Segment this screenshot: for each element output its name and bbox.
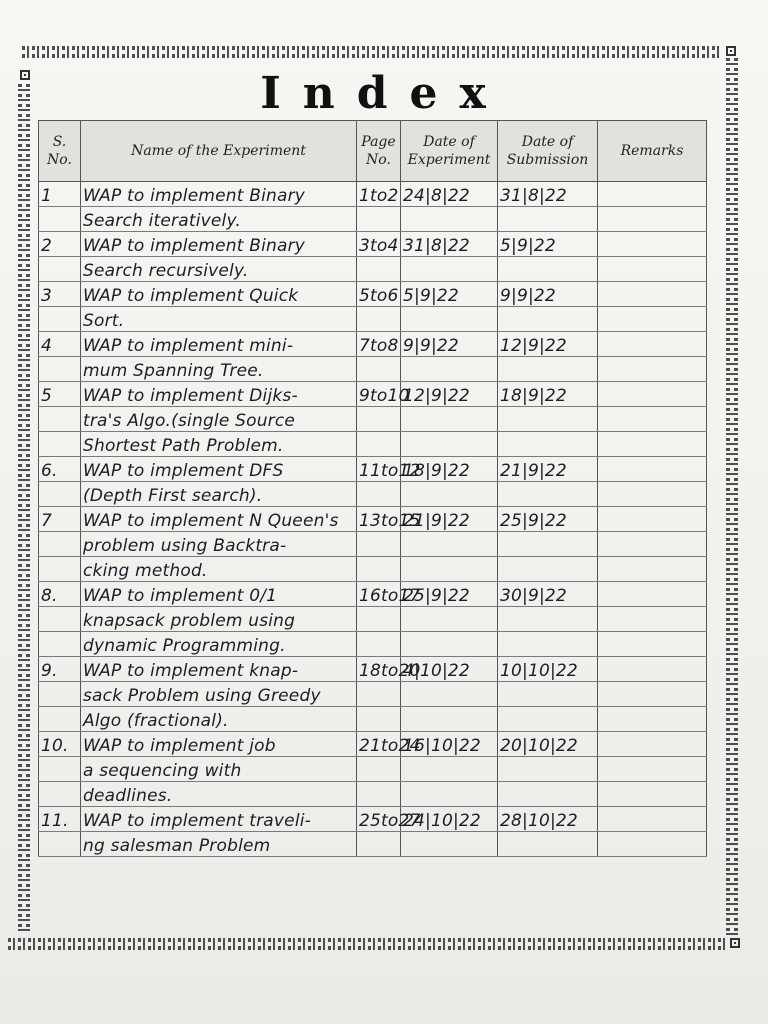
cell-experiment-name: WAP to implement Binary [81, 182, 357, 207]
cell-sno [39, 482, 81, 507]
cell-date-of-submission: 30|9|22 [498, 582, 598, 607]
table-row [39, 182, 707, 207]
cell-date-of-submission [498, 432, 598, 457]
cell-experiment-name: WAP to implement Dijks- [81, 382, 357, 407]
cell-experiment-name: dynamic Programming. [81, 632, 357, 657]
cell-date-of-experiment [401, 532, 498, 557]
cell-date-of-submission [498, 632, 598, 657]
index-table [38, 120, 707, 857]
cell-page-no [357, 832, 401, 857]
cell-date-of-submission: 31|8|22 [498, 182, 598, 207]
table-row [39, 807, 707, 832]
cell-page-no [357, 682, 401, 707]
corner-ornament-icon [730, 938, 740, 948]
cell-remarks [598, 832, 707, 857]
cell-page-no [357, 607, 401, 632]
table-row [39, 832, 707, 857]
cell-experiment-name: Shortest Path Problem. [81, 432, 357, 457]
cell-sno: 7 [39, 507, 81, 532]
cell-remarks [598, 482, 707, 507]
cell-experiment-name: WAP to implement job [81, 732, 357, 757]
cell-date-of-submission: 21|9|22 [498, 457, 598, 482]
cell-remarks [598, 782, 707, 807]
cell-experiment-name: knapsack problem using [81, 607, 357, 632]
table-row [39, 207, 707, 232]
table-row [39, 432, 707, 457]
table-row [39, 507, 707, 532]
cell-page-no: 9to10 [357, 382, 401, 407]
cell-date-of-submission [498, 832, 598, 857]
cell-remarks [598, 682, 707, 707]
cell-date-of-experiment: 25|9|22 [401, 582, 498, 607]
cell-date-of-experiment: 5|9|22 [401, 282, 498, 307]
cell-page-no [357, 557, 401, 582]
table-row [39, 382, 707, 407]
cell-page-no: 16to17 [357, 582, 401, 607]
cell-date-of-experiment: 24|10|22 [401, 807, 498, 832]
table-row [39, 632, 707, 657]
cell-date-of-experiment [401, 307, 498, 332]
table-row [39, 407, 707, 432]
table-row [39, 682, 707, 707]
cell-sno: 5 [39, 382, 81, 407]
cell-page-no [357, 307, 401, 332]
cell-remarks [598, 307, 707, 332]
cell-sno [39, 357, 81, 382]
cell-date-of-experiment: 21|9|22 [401, 507, 498, 532]
cell-sno [39, 632, 81, 657]
cell-experiment-name: a sequencing with [81, 757, 357, 782]
cell-sno [39, 407, 81, 432]
header-page-no: Page No. [357, 121, 401, 182]
cell-experiment-name: cking method. [81, 557, 357, 582]
cell-page-no: 25to27 [357, 807, 401, 832]
cell-date-of-submission [498, 757, 598, 782]
cell-date-of-submission: 5|9|22 [498, 232, 598, 257]
table-row [39, 607, 707, 632]
cell-date-of-experiment [401, 632, 498, 657]
table-row [39, 782, 707, 807]
cell-experiment-name: Algo (fractional). [81, 707, 357, 732]
cell-experiment-name: WAP to implement N Queen's [81, 507, 357, 532]
cell-remarks [598, 432, 707, 457]
cell-remarks [598, 707, 707, 732]
cell-page-no [357, 357, 401, 382]
cell-date-of-submission [498, 407, 598, 432]
header-date-of-experiment: Date of Experiment [401, 121, 498, 182]
cell-experiment-name: WAP to implement 0/1 [81, 582, 357, 607]
cell-date-of-experiment [401, 782, 498, 807]
cell-date-of-experiment: 4|10|22 [401, 657, 498, 682]
corner-ornament-icon [726, 46, 736, 56]
cell-date-of-experiment: 24|8|22 [401, 182, 498, 207]
cell-remarks [598, 532, 707, 557]
cell-remarks [598, 582, 707, 607]
cell-date-of-submission: 18|9|22 [498, 382, 598, 407]
header-sno: S. No. [39, 121, 81, 182]
cell-date-of-experiment [401, 207, 498, 232]
cell-date-of-experiment [401, 432, 498, 457]
cell-sno [39, 532, 81, 557]
cell-remarks [598, 607, 707, 632]
cell-remarks [598, 407, 707, 432]
cell-remarks [598, 357, 707, 382]
cell-page-no [357, 482, 401, 507]
table-row [39, 707, 707, 732]
cell-page-no [357, 407, 401, 432]
cell-date-of-submission [498, 357, 598, 382]
cell-experiment-name: problem using Backtra- [81, 532, 357, 557]
cell-date-of-submission: 9|9|22 [498, 282, 598, 307]
cell-sno: 10. [39, 732, 81, 757]
cell-page-no: 18to20 [357, 657, 401, 682]
index-table-body [39, 182, 707, 857]
cell-sno [39, 257, 81, 282]
cell-date-of-submission [498, 482, 598, 507]
cell-date-of-experiment [401, 757, 498, 782]
cell-experiment-name: ng salesman Problem [81, 832, 357, 857]
table-row [39, 482, 707, 507]
header-experiment-name: Name of the Experiment [81, 121, 357, 182]
cell-date-of-experiment [401, 682, 498, 707]
cell-date-of-experiment [401, 557, 498, 582]
cell-page-no [357, 257, 401, 282]
cell-experiment-name: Search iteratively. [81, 207, 357, 232]
cell-remarks [598, 807, 707, 832]
cell-remarks [598, 282, 707, 307]
table-row [39, 257, 707, 282]
cell-date-of-submission: 28|10|22 [498, 807, 598, 832]
table-row [39, 357, 707, 382]
cell-sno: 8. [39, 582, 81, 607]
cell-sno [39, 432, 81, 457]
decorative-border-right [726, 58, 738, 938]
cell-date-of-submission: 10|10|22 [498, 657, 598, 682]
cell-sno [39, 782, 81, 807]
cell-experiment-name: mum Spanning Tree. [81, 357, 357, 382]
cell-experiment-name: WAP to implement Binary [81, 232, 357, 257]
cell-sno: 3 [39, 282, 81, 307]
cell-page-no [357, 757, 401, 782]
cell-sno [39, 707, 81, 732]
table-row [39, 657, 707, 682]
cell-sno: 11. [39, 807, 81, 832]
table-row [39, 582, 707, 607]
cell-date-of-experiment: 12|9|22 [401, 382, 498, 407]
table-row [39, 307, 707, 332]
cell-date-of-submission [498, 707, 598, 732]
cell-date-of-submission [498, 682, 598, 707]
cell-page-no [357, 632, 401, 657]
cell-remarks [598, 232, 707, 257]
decorative-border-left [18, 84, 30, 934]
cell-experiment-name: WAP to implement knap- [81, 657, 357, 682]
cell-page-no: 1to2 [357, 182, 401, 207]
cell-date-of-experiment [401, 257, 498, 282]
table-row [39, 282, 707, 307]
table-row [39, 557, 707, 582]
cell-date-of-submission: 20|10|22 [498, 732, 598, 757]
cell-date-of-experiment: 9|9|22 [401, 332, 498, 357]
cell-date-of-submission [498, 557, 598, 582]
table-row [39, 532, 707, 557]
table-row [39, 732, 707, 757]
cell-remarks [598, 657, 707, 682]
cell-sno: 6. [39, 457, 81, 482]
cell-sno [39, 832, 81, 857]
cell-date-of-submission [498, 782, 598, 807]
cell-page-no: 21to24 [357, 732, 401, 757]
cell-date-of-experiment: 31|8|22 [401, 232, 498, 257]
table-row [39, 332, 707, 357]
cell-date-of-experiment [401, 707, 498, 732]
cell-remarks [598, 757, 707, 782]
cell-date-of-submission [498, 257, 598, 282]
cell-page-no: 3to4 [357, 232, 401, 257]
cell-date-of-submission: 25|9|22 [498, 507, 598, 532]
table-header-row [39, 121, 707, 182]
cell-experiment-name: WAP to implement traveli- [81, 807, 357, 832]
cell-experiment-name: Search recursively. [81, 257, 357, 282]
cell-remarks [598, 507, 707, 532]
cell-remarks [598, 457, 707, 482]
cell-date-of-experiment: 16|10|22 [401, 732, 498, 757]
cell-experiment-name: Sort. [81, 307, 357, 332]
table-row [39, 232, 707, 257]
cell-page-no [357, 432, 401, 457]
cell-sno [39, 207, 81, 232]
cell-page-no: 5to6 [357, 282, 401, 307]
cell-page-no [357, 782, 401, 807]
cell-experiment-name: (Depth First search). [81, 482, 357, 507]
cell-sno: 2 [39, 232, 81, 257]
cell-remarks [598, 182, 707, 207]
cell-date-of-submission [498, 207, 598, 232]
cell-date-of-submission [498, 607, 598, 632]
cell-remarks [598, 382, 707, 407]
table-row [39, 457, 707, 482]
cell-sno: 9. [39, 657, 81, 682]
cell-remarks [598, 332, 707, 357]
cell-page-no: 13to15 [357, 507, 401, 532]
cell-sno [39, 307, 81, 332]
cell-remarks [598, 257, 707, 282]
cell-sno [39, 557, 81, 582]
cell-date-of-experiment [401, 482, 498, 507]
cell-experiment-name: WAP to implement mini- [81, 332, 357, 357]
cell-page-no: 11to12 [357, 457, 401, 482]
cell-remarks [598, 732, 707, 757]
header-remarks: Remarks [598, 121, 707, 182]
cell-sno: 4 [39, 332, 81, 357]
cell-experiment-name: tra's Algo.(single Source [81, 407, 357, 432]
cell-page-no [357, 207, 401, 232]
cell-experiment-name: WAP to implement DFS [81, 457, 357, 482]
cell-experiment-name: WAP to implement Quick [81, 282, 357, 307]
cell-date-of-experiment [401, 832, 498, 857]
cell-sno: 1 [39, 182, 81, 207]
cell-page-no [357, 707, 401, 732]
page-title: Index [260, 68, 508, 119]
cell-sno [39, 607, 81, 632]
cell-date-of-experiment [401, 607, 498, 632]
cell-date-of-experiment [401, 407, 498, 432]
header-date-of-submission: Date of Submission [498, 121, 598, 182]
cell-page-no: 7to8 [357, 332, 401, 357]
cell-page-no [357, 532, 401, 557]
cell-sno [39, 682, 81, 707]
cell-date-of-submission [498, 532, 598, 557]
cell-remarks [598, 632, 707, 657]
cell-remarks [598, 207, 707, 232]
cell-date-of-experiment [401, 357, 498, 382]
cell-date-of-submission: 12|9|22 [498, 332, 598, 357]
decorative-border-top [22, 46, 722, 58]
cell-date-of-submission [498, 307, 598, 332]
table-row [39, 757, 707, 782]
cell-experiment-name: deadlines. [81, 782, 357, 807]
cell-experiment-name: sack Problem using Greedy [81, 682, 357, 707]
decorative-border-bottom [8, 938, 728, 950]
cell-date-of-experiment: 18|9|22 [401, 457, 498, 482]
cell-sno [39, 757, 81, 782]
cell-remarks [598, 557, 707, 582]
